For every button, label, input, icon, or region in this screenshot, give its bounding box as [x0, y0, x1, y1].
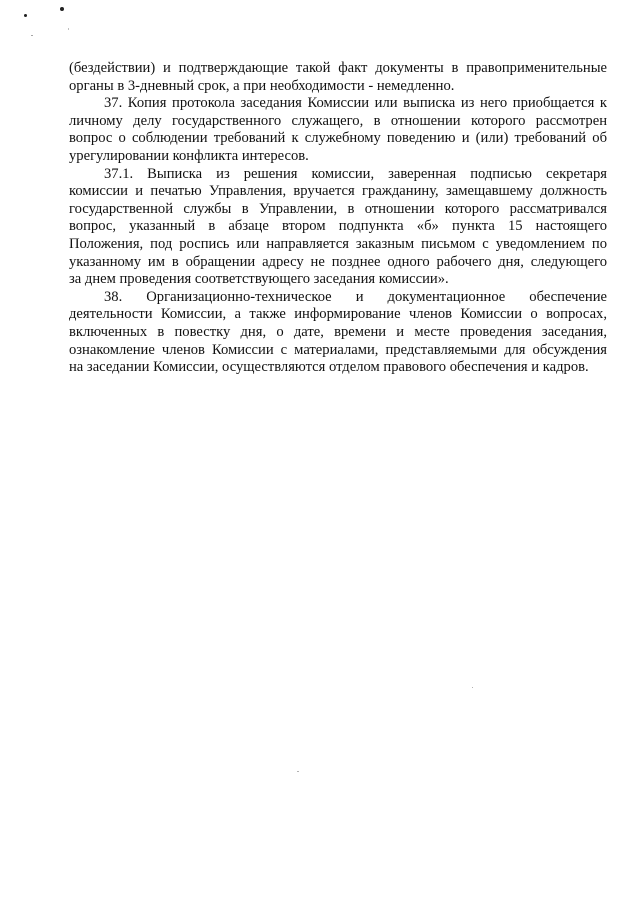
text-line: комиссии и печатью Управления, вручается гражданину, замещавшему должность [69, 183, 607, 200]
text-line: органы в 3-дневный срок, а при необходимости - немедленно. [69, 77, 455, 94]
text-line: деятельности Комиссии, а также информирование членов Комиссии о вопросах, [69, 306, 607, 323]
scan-speck [31, 35, 33, 36]
paragraph-continuation [69, 60, 607, 95]
text-line: вопрос о соблюдении требований к служебному поведению и (или) требований об [69, 130, 607, 147]
scan-speck [297, 771, 299, 772]
paragraph-item-38 [69, 289, 607, 377]
text-line: ознакомление членов Комиссии с материалами, представляемыми для обсуждения [69, 341, 607, 358]
text-line: (бездействии) и подтверждающие такой факт документы в правоприменительные [69, 60, 607, 76]
scan-speck [24, 14, 27, 17]
text-line: вопрос, указанный в абзаце втором подпункта «б» пункта 15 настоящего [69, 218, 607, 235]
text-line: Положения, под роспись или направляется заказным письмом с уведомлением по [69, 235, 607, 252]
text-line: личному делу государственного служащего, в отношении которого рассмотрен [69, 112, 607, 129]
scan-speck [472, 687, 473, 688]
text-line: 38. Организационно-техническое и документационное обеспечение [104, 288, 607, 305]
text-line: 37. Копия протокола заседания Комиссии или выписка из него приобщается к [104, 95, 607, 112]
text-line: включенных в повестку дня, о дате, времени и месте проведения заседания, [69, 323, 607, 340]
text-line: на заседании Комиссии, осуществляются отделом правового обеспечения и кадров. [69, 359, 589, 376]
paragraph-item-37 [69, 95, 607, 165]
text-line: указанному им в обращении адресу не позднее одного рабочего дня, следующего [69, 253, 607, 270]
text-line: 37.1. Выписка из решения комиссии, заверенная подписью секретаря [104, 165, 607, 182]
text-line: за днем проведения соответствующего заседания комиссии». [69, 271, 449, 288]
scan-speck [68, 28, 69, 30]
text-line: урегулировании конфликта интересов. [69, 147, 309, 164]
scan-speck [60, 7, 64, 11]
document-body [69, 60, 607, 377]
text-line: государственной службы в Управлении, в отношении которого рассматривался [69, 200, 607, 217]
paragraph-item-37-1 [69, 166, 607, 289]
